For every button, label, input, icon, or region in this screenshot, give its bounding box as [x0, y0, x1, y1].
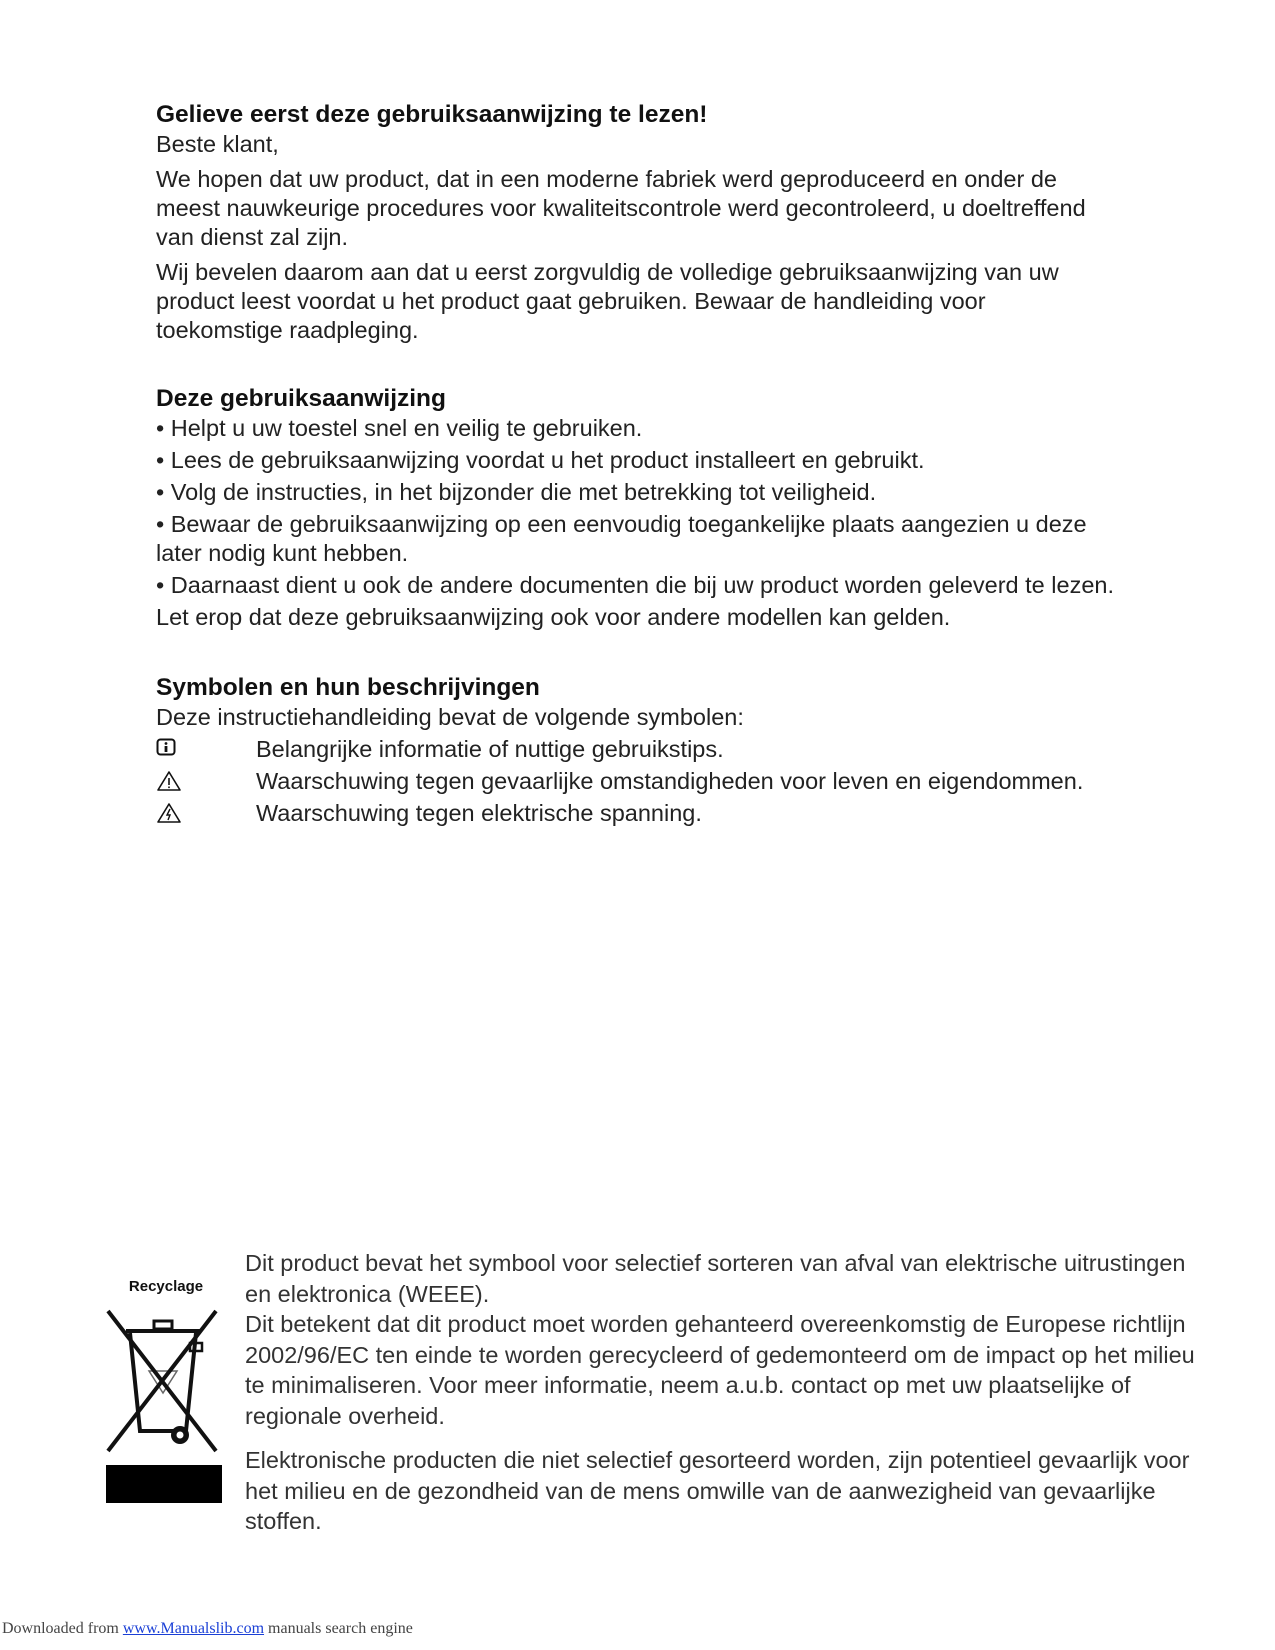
- intro-paragraph-2: Wij bevelen daarom aan dat u eerst zorgvuldig de volledige gebruiksaanwijzing van uw product leest voordat u het product gaat gebruiken. Bewaar de handleiding voor toekomstige raadpleging.: [156, 259, 1059, 343]
- symbol-text: Belangrijke informatie of nuttige gebruikstips.: [256, 736, 724, 762]
- symbol-row-info: [156, 735, 1116, 764]
- bullet-item: • Bewaar de gebruiksaanwijzing op een eenvoudig toegankelijke plaats aangezien u deze later nodig kunt hebben.: [156, 511, 1087, 566]
- symbol-text: Waarschuwing tegen elektrische spanning.: [256, 800, 702, 826]
- warning-triangle-icon: [156, 767, 256, 792]
- footer-prefix: Downloaded from: [2, 1620, 123, 1637]
- symbol-row-warning: [156, 767, 1116, 796]
- bullet-item: • Volg de instructies, in het bijzonder die met betrekking tot veiligheid.: [156, 479, 877, 505]
- recycle-label: Recyclage: [128, 1278, 204, 1295]
- black-bar: [106, 1465, 222, 1503]
- greeting: Beste klant,: [156, 131, 279, 157]
- symbol-row-electric: [156, 799, 1116, 828]
- manual-note: Let erop dat deze gebruiksaanwijzing ook voor andere modellen kan gelden.: [156, 604, 951, 630]
- crossed-bin-icon: [104, 1303, 224, 1455]
- bullet-item: • Daarnaast dient u ook de andere documenten die bij uw product worden geleverd te lezen.: [156, 572, 1114, 598]
- main-content: [156, 100, 1116, 831]
- electric-warning-icon: [156, 799, 256, 824]
- bullet-item: • Helpt u uw toestel snel en veilig te gebruiken.: [156, 415, 643, 441]
- weee-paragraph-1: Dit product bevat het symbool voor selectief sorteren van afval van elektrische uitrustingen en elektronica (WEEE).: [245, 1250, 1186, 1307]
- symbols-heading: Symbolen en hun beschrijvingen: [156, 674, 540, 701]
- symbols-section: [156, 673, 1116, 828]
- weee-text: [245, 1248, 1195, 1537]
- footer: [2, 1620, 413, 1638]
- info-icon: [156, 735, 256, 758]
- manual-section: [156, 384, 1116, 632]
- symbols-intro: Deze instructiehandleiding bevat de volgende symbolen:: [156, 704, 744, 730]
- manualslib-link[interactable]: www.Manualslib.com: [122, 1620, 265, 1637]
- manual-heading: Deze gebruiksaanwijzing: [156, 385, 446, 412]
- weee-symbol: [104, 1278, 224, 1460]
- bullet-item: • Lees de gebruiksaanwijzing voordat u het product installeert en gebruikt.: [156, 447, 925, 473]
- intro-paragraph-1: We hopen dat uw product, dat in een moderne fabriek werd geproduceerd en onder de meest nauwkeurige procedures voor kwaliteitscontrole werd gecontroleerd, u doeltreffend van dienst zal zijn.: [156, 166, 1086, 250]
- weee-paragraph-2: Dit betekent dat dit product moet worden gehanteerd overeenkomstig de Europese richtlijn 2002/96/EC ten einde te worden gerecycleerd of gedemonteerd om de impact op het milieu te minimaliseren. Voor meer informatie, neem a.u.b. contact op met uw plaatselijke of regionale overheid.: [245, 1311, 1195, 1429]
- weee-paragraph-3: Elektronische producten die niet selectief gesorteerd worden, zijn potentieel gevaarlijk voor het milieu en de gezondheid van de mens omwille van de aanwezigheid van gevaarlijke stoffen.: [245, 1447, 1190, 1534]
- footer-suffix: manuals search engine: [264, 1620, 413, 1637]
- intro-heading: Gelieve eerst deze gebruiksaanwijzing te lezen!: [156, 101, 708, 128]
- symbol-text: Waarschuwing tegen gevaarlijke omstandigheden voor leven en eigendommen.: [256, 768, 1084, 794]
